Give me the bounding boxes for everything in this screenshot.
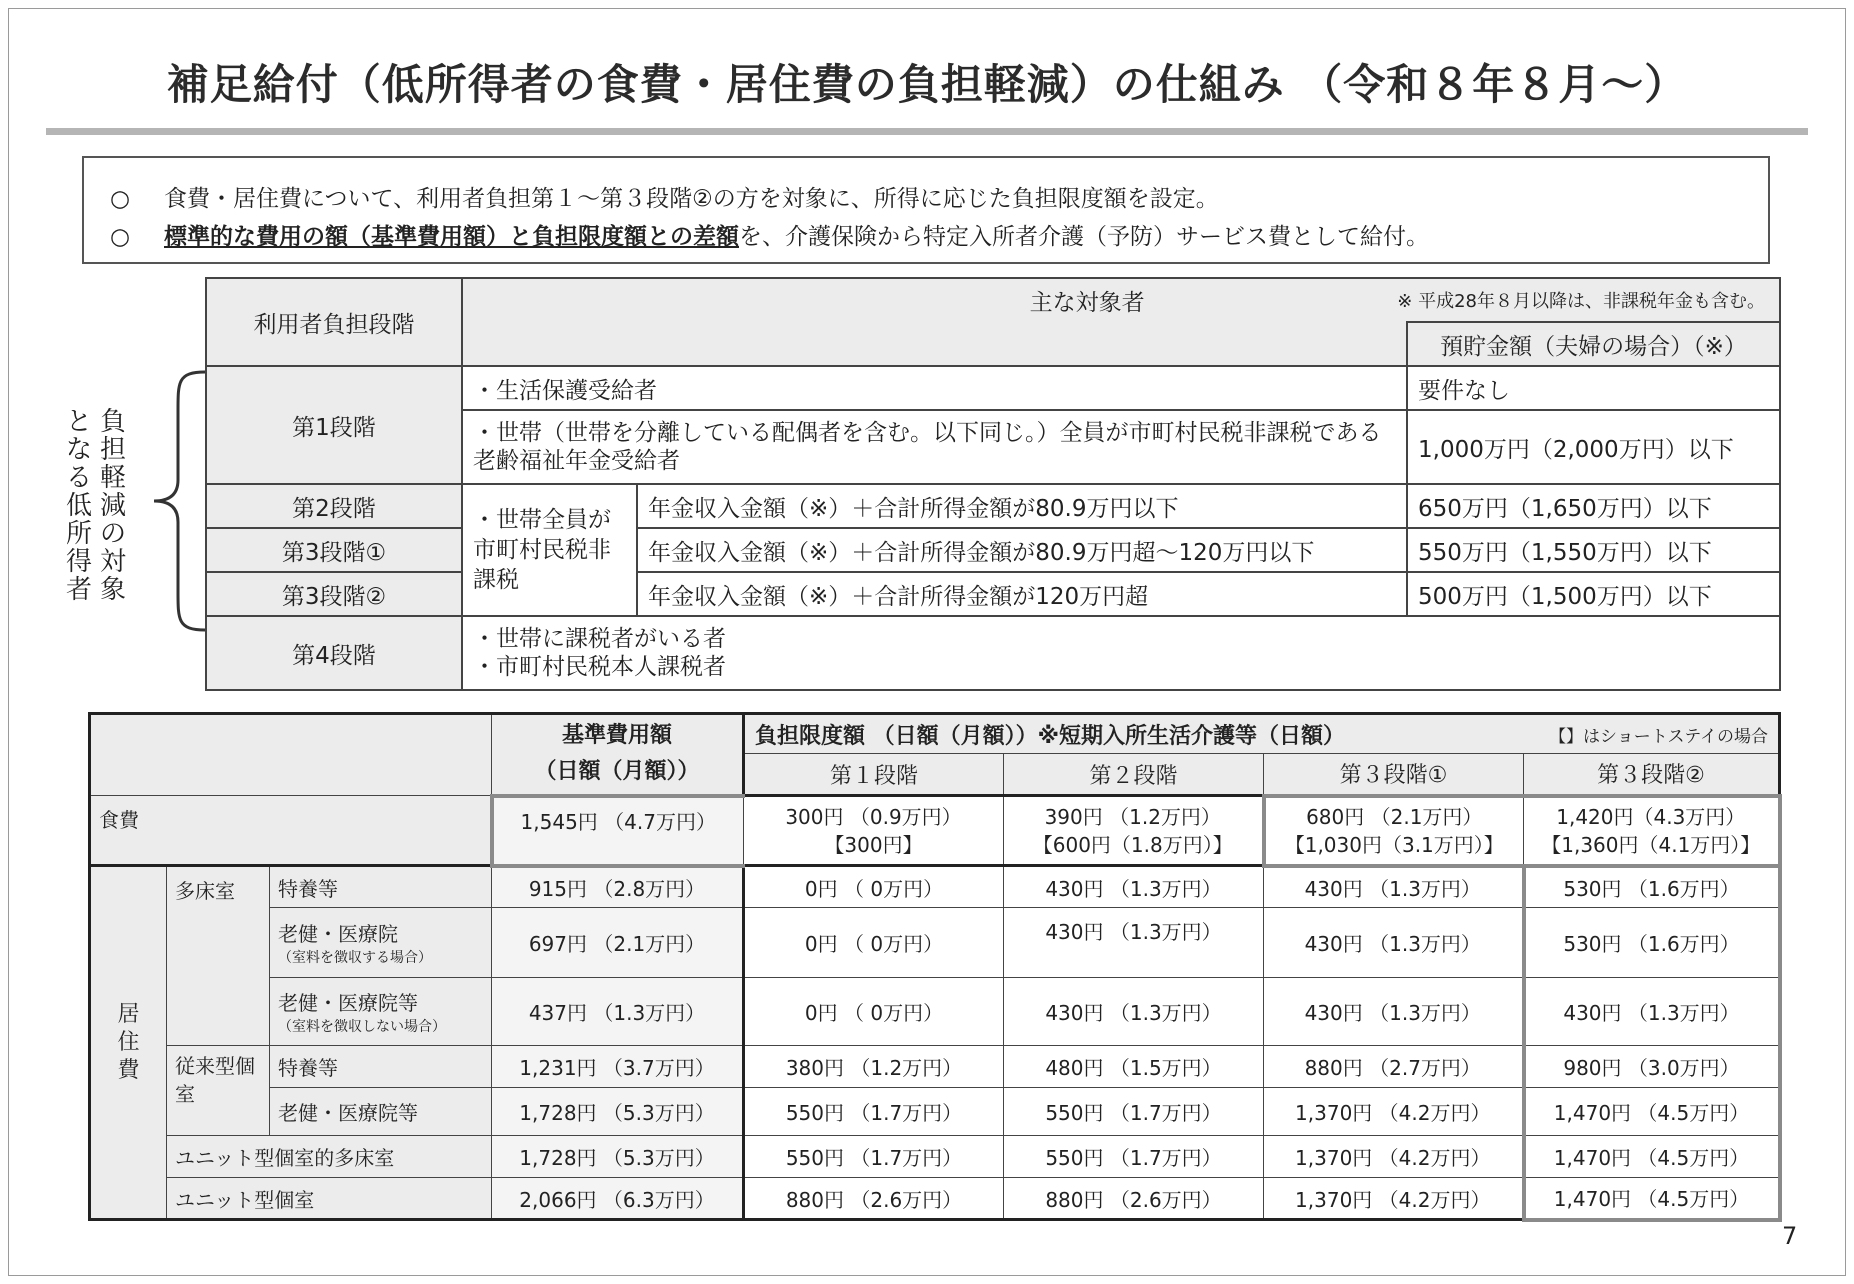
stage-4-targets <box>462 616 1780 690</box>
target-side-label <box>64 408 128 608</box>
stage-3a-condition: 年金収入金額（※）＋合計所得金額が80.9万円超～120万円以下 <box>637 528 1407 572</box>
stage-4-line-1: ・世帯に課税者がいる者 <box>473 626 726 652</box>
stage-3a-cost: 430円 （1.3万円） <box>1264 908 1524 978</box>
food-base: 1,545円 （4.7万円） <box>492 796 744 866</box>
stage-3a-cost: 430円 （1.3万円） <box>1264 866 1524 908</box>
stage-3b-cost: 980円 （3.0万円） <box>1524 1046 1780 1088</box>
stage-3a-cost: 1,370円 （4.2万円） <box>1264 1088 1524 1136</box>
summary-text-1: 食費・居住費について、利用者負担第１～第３段階②の方を対象に、所得に応じた負担限度額を設定。 <box>164 186 1219 212</box>
title-rule <box>46 128 1808 135</box>
header-stage-1: 第１段階 <box>744 754 1004 796</box>
food-stage-1: 300円 （0.9万円） 【300円】 <box>744 796 1004 866</box>
header-target <box>462 278 1780 322</box>
stage-2-cost: 880円 （2.6万円） <box>1004 1178 1264 1220</box>
header-savings: 預貯金額（夫婦の場合）（※） <box>1407 322 1780 366</box>
stage-3b-cost: 1,470円 （4.5万円） <box>1524 1088 1780 1136</box>
stage-2-cost: 430円 （1.3万円） <box>1004 866 1264 908</box>
base-cost: 437円 （1.3万円） <box>492 978 744 1046</box>
base-cost: 1,728円 （5.3万円） <box>492 1088 744 1136</box>
summary-box <box>82 156 1770 264</box>
stage-3b-cost: 1,470円 （4.5万円） <box>1524 1136 1780 1178</box>
stage-3b-cost: 1,470円 （4.5万円） <box>1524 1178 1780 1220</box>
summary-line-1 <box>110 180 1738 218</box>
stage-2-cost: 550円 （1.7万円） <box>1004 1136 1264 1178</box>
residence-label: 居 住 費 <box>90 866 167 1220</box>
stage-3b-cost: 430円 （1.3万円） <box>1524 978 1780 1046</box>
circle-bullet: ○ <box>110 224 131 250</box>
header-stage: 利用者負担段階 <box>206 278 462 366</box>
stage-2-condition: 年金収入金額（※）＋合計所得金額が80.9万円以下 <box>637 484 1407 528</box>
stage-3a-savings: 550万円（1,550万円）以下 <box>1407 528 1780 572</box>
stage-3b-condition: 年金収入金額（※）＋合計所得金額が120万円超 <box>637 572 1407 616</box>
stage-3a: 第3段階① <box>206 528 462 572</box>
side-label-col-2: と な る 低 所 得 者 <box>65 407 92 605</box>
stage-2-cost: 430円 （1.3万円） <box>1004 908 1264 978</box>
stage-1-cost: 0円 （ 0万円） <box>744 978 1004 1046</box>
stage-1-pension: ・世帯（世帯を分離している配偶者を含む。以下同じ。）全員が市町村民税非課税である老齢福祉年金受給者 <box>462 410 1407 484</box>
header-stage-2: 第２段階 <box>1004 754 1264 796</box>
stage-1-welfare-savings: 要件なし <box>1407 366 1780 410</box>
page-title: 補足給付（低所得者の食費・居住費の負担軽減）の仕組み （令和８年８月～） <box>166 60 1688 109</box>
stage-table <box>205 277 1781 691</box>
summary-emphasis: 標準的な費用の額（基準費用額）と負担限度額との差額 <box>164 224 739 250</box>
base-cost: 697円 （2.1万円） <box>492 908 744 978</box>
type-label: 特養等 <box>270 866 492 908</box>
stage-3a-cost: 1,370円 （4.2万円） <box>1264 1178 1524 1220</box>
stage-2-savings: 650万円（1,650万円）以下 <box>1407 484 1780 528</box>
header-limit-label: 負担限度額 （日額（月額））※短期入所生活介護等（日額） <box>755 723 1346 749</box>
room-conventional-private: 従来型個室 <box>167 1046 270 1136</box>
stage-3b-savings: 500万円（1,500万円）以下 <box>1407 572 1780 616</box>
stage-1-welfare: ・生活保護受給者 <box>462 366 1407 410</box>
food-stage-2: 390円 （1.2万円） 【600円（1.8万円）】 <box>1004 796 1264 866</box>
stage-1-pension-savings: 1,000万円（2,000万円）以下 <box>1407 410 1780 484</box>
type-label: 特養等 <box>270 1046 492 1088</box>
stage-3a-cost: 430円 （1.3万円） <box>1264 978 1524 1046</box>
summary-line-2 <box>110 218 1738 256</box>
side-label-col-1: 負 担 軽 減 の 対 象 <box>99 407 126 605</box>
header-limit-note: 【】はショートステイの場合 <box>1549 726 1769 747</box>
room-multi-bed: 多床室 <box>167 866 270 1046</box>
stage-1-cost: 550円 （1.7万円） <box>744 1088 1004 1136</box>
curly-brace-icon <box>150 370 210 632</box>
stage-4: 第4段階 <box>206 616 462 690</box>
stage-1-cost: 550円 （1.7万円） <box>744 1136 1004 1178</box>
stage-1: 第1段階 <box>206 366 462 484</box>
stage-3a-cost: 880円 （2.7万円） <box>1264 1046 1524 1088</box>
stage-3b-cost: 530円 （1.6万円） <box>1524 908 1780 978</box>
header-target-label: 主な対象者 <box>1029 289 1145 316</box>
food-stage-3a: 680円 （2.1万円） 【1,030円（3.1万円）】 <box>1264 796 1524 866</box>
stage-4-line-2: ・市町村民税本人課税者 <box>473 654 726 680</box>
stage-1-cost: 0円 （ 0万円） <box>744 866 1004 908</box>
type-label: 老健・医療院等 <box>270 1088 492 1136</box>
stage-2-cost: 430円 （1.3万円） <box>1004 978 1264 1046</box>
stage-2: 第2段階 <box>206 484 462 528</box>
base-cost: 1,231円 （3.7万円） <box>492 1046 744 1088</box>
header-base-cost: 基準費用額 （日額（月額）） <box>492 714 744 796</box>
header-limit <box>744 714 1780 754</box>
tax-exempt-group: ・世帯全員が市町村民税非課税 <box>462 484 637 616</box>
header-stage-3b: 第３段階② <box>1524 754 1780 796</box>
circle-bullet: ○ <box>110 186 131 212</box>
corner-cell <box>90 714 492 796</box>
stage-3a-cost: 1,370円 （4.2万円） <box>1264 1136 1524 1178</box>
header-blank <box>462 322 1407 366</box>
stage-1-cost: 0円 （ 0万円） <box>744 908 1004 978</box>
food-stage-3b: 1,420円（4.3万円） 【1,360円（4.1万円）】 <box>1524 796 1780 866</box>
stage-1-cost: 880円 （2.6万円） <box>744 1178 1004 1220</box>
stage-3b-cost: 530円 （1.6万円） <box>1524 866 1780 908</box>
cost-table <box>88 712 1782 1222</box>
stage-3b: 第3段階② <box>206 572 462 616</box>
stage-2-cost: 550円 （1.7万円） <box>1004 1088 1264 1136</box>
room-unit-private: ユニット型個室 <box>167 1178 492 1220</box>
type-label: 老健・医療院等 （室料を徴収しない場合） <box>270 978 492 1046</box>
base-cost: 2,066円 （6.3万円） <box>492 1178 744 1220</box>
room-unit-quasi: ユニット型個室的多床室 <box>167 1136 492 1178</box>
page-number: 7 <box>1782 1222 1798 1250</box>
stage-2-cost: 480円 （1.5万円） <box>1004 1046 1264 1088</box>
type-label: 老健・医療院 （室料を徴収する場合） <box>270 908 492 978</box>
header-stage-3a: 第３段階① <box>1264 754 1524 796</box>
summary-text-2: を、介護保険から特定入所者介護（予防）サービス費として給付。 <box>739 224 1429 250</box>
food-label: 食費 <box>90 796 492 866</box>
base-cost: 1,728円 （5.3万円） <box>492 1136 744 1178</box>
base-cost: 915円 （2.8万円） <box>492 866 744 908</box>
header-note: ※ 平成28年８月以降は、非課税年金も含む。 <box>1397 291 1765 312</box>
stage-1-cost: 380円 （1.2万円） <box>744 1046 1004 1088</box>
